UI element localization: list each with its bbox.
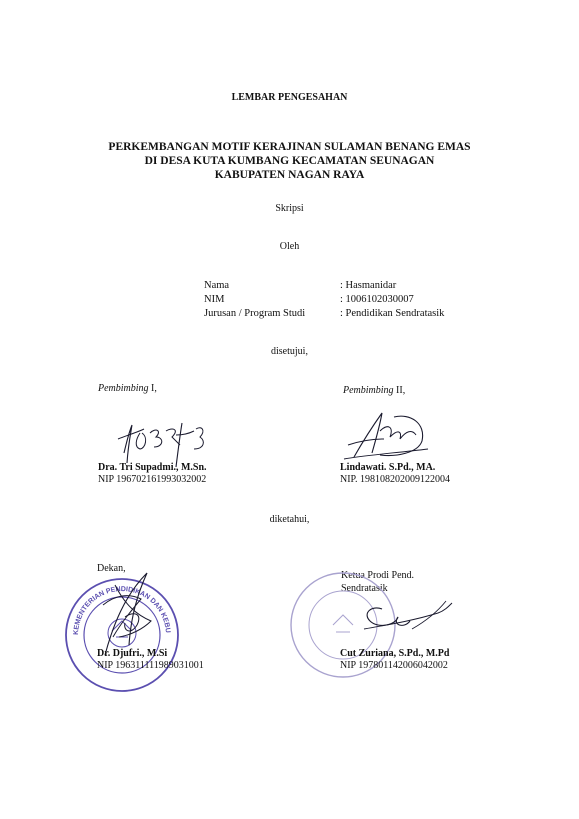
head-prodi-role-line-2: Sendratasik (341, 583, 388, 594)
supervisor-1-role-word: Pembimbing (98, 383, 149, 394)
name-value: : Hasmanidar (340, 280, 397, 291)
dean-role: Dekan, (97, 563, 126, 574)
stamp-lettering: KEMENTERIAN PENDIDIKAN DAN KEBUDAYAAN (59, 570, 171, 636)
head-prodi-name: Cut Zuriana, S.Pd., M.Pd (340, 648, 450, 659)
acknowledged-label: diketahui, (269, 514, 310, 525)
head-prodi-role-line-1: Ketua Prodi Pend. (341, 570, 415, 581)
supervisor-1-role-number: I, (151, 383, 157, 394)
supervisor-1-name: Dra. Tri Supadmi., M.Sn. (98, 462, 207, 473)
thesis-title-line-3: KABUPATEN NAGAN RAYA (214, 169, 365, 181)
page-title: LEMBAR PENGESAHAN (231, 92, 348, 103)
supervisor-2-role-word: Pembimbing (343, 385, 394, 396)
document-type: Skripsi (275, 203, 304, 214)
supervisor-1-role (98, 383, 157, 394)
major-label: Jurusan / Program Studi (204, 308, 306, 319)
dean-name: Dr. Djufri., M.Si (97, 648, 168, 659)
supervisor-2-role (343, 385, 405, 396)
supervisor-1-nip: NIP 196702161993032002 (98, 474, 207, 485)
head-prodi-nip: NIP 197801142006042002 (340, 660, 448, 671)
thesis-title-line-1: PERKEMBANGAN MOTIF KERAJINAN SULAMAN BENANG EMAS (108, 141, 471, 153)
thesis-title (0, 140, 579, 182)
supervisor-2-name: Lindawati. S.Pd., MA. (340, 462, 436, 473)
nim-value: : 1006102030007 (340, 294, 414, 305)
approved-label: disetujui, (271, 346, 308, 357)
supervisor-2-role-number: II, (396, 385, 406, 396)
by-label: Oleh (279, 241, 300, 252)
name-label: Nama (204, 280, 230, 291)
supervisor-2-nip: NIP. 198108202009122004 (340, 474, 451, 485)
nim-label: NIM (204, 294, 225, 305)
head-prodi-signature-icon (352, 595, 462, 640)
dean-nip: NIP 196311111989031001 (97, 660, 204, 671)
major-value: : Pendidikan Sendratasik (340, 308, 445, 319)
thesis-title-line-2: DI DESA KUTA KUMBANG KECAMATAN SEUNAGAN (144, 155, 435, 167)
supervisor-2-signature-icon (336, 405, 436, 465)
